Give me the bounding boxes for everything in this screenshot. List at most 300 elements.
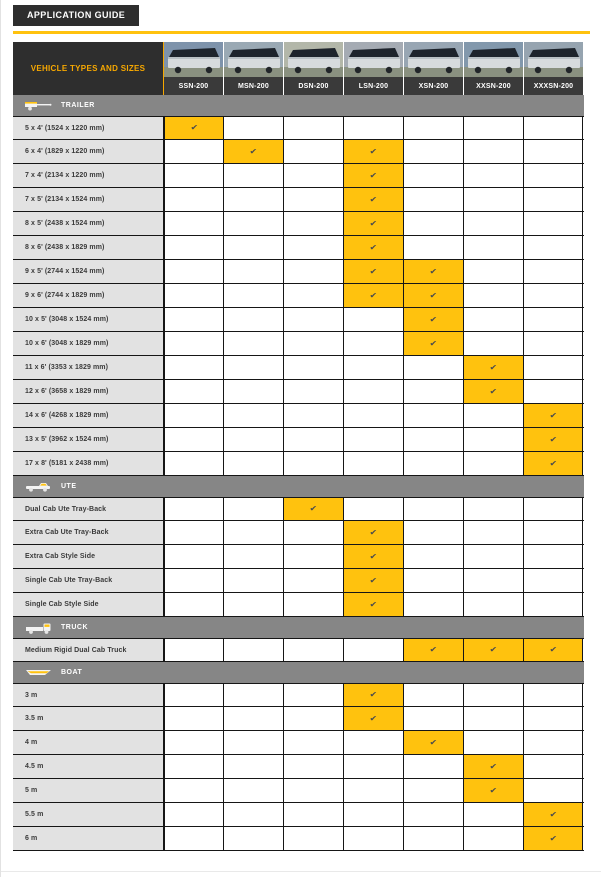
check-icon: ✔ — [429, 290, 438, 300]
table-row — [13, 332, 584, 356]
empty-cell — [523, 498, 583, 520]
empty-cell — [463, 164, 523, 187]
empty-cell — [223, 731, 283, 754]
product-photo — [404, 42, 463, 77]
product-code-label: SSN-200 — [164, 77, 223, 95]
empty-cell — [163, 639, 223, 661]
empty-cell — [523, 356, 583, 379]
empty-cell — [463, 569, 523, 592]
check-icon: ✔ — [489, 645, 498, 654]
empty-cell — [223, 404, 283, 427]
check-cell — [403, 284, 463, 307]
empty-cell — [403, 188, 463, 211]
check-cell — [283, 498, 343, 520]
table-row — [13, 212, 584, 236]
table-row — [13, 827, 584, 851]
check-cell — [403, 332, 463, 355]
empty-cell — [223, 684, 283, 706]
table-row — [13, 260, 584, 284]
empty-cell — [523, 755, 583, 778]
empty-cell — [163, 684, 223, 706]
empty-cell — [163, 593, 223, 616]
product-column-dsn-200 — [283, 42, 343, 95]
empty-cell — [283, 569, 343, 592]
empty-cell — [283, 236, 343, 259]
empty-cell — [523, 117, 583, 139]
empty-cell — [523, 260, 583, 283]
empty-cell — [403, 380, 463, 403]
product-photo — [524, 42, 583, 77]
empty-cell — [223, 569, 283, 592]
empty-cell — [403, 803, 463, 826]
product-code-label: XSN-200 — [404, 77, 463, 95]
empty-cell — [223, 284, 283, 307]
row-label: 17 x 8' (5181 x 2438 mm) — [13, 452, 163, 475]
check-icon: ✔ — [429, 266, 438, 276]
table-row — [13, 755, 584, 779]
empty-cell — [223, 498, 283, 520]
empty-cell — [283, 164, 343, 187]
product-column-xxxsn-200 — [523, 42, 583, 95]
check-cell — [343, 260, 403, 283]
empty-cell — [403, 593, 463, 616]
product-column-lsn-200 — [343, 42, 403, 95]
product-columns — [163, 42, 583, 95]
row-label: 9 x 6' (2744 x 1829 mm) — [13, 284, 163, 307]
check-cell — [523, 827, 583, 850]
empty-cell — [283, 593, 343, 616]
empty-cell — [523, 779, 583, 802]
table-row — [13, 452, 584, 476]
empty-cell — [343, 117, 403, 139]
section-header-trailer — [13, 95, 584, 116]
empty-cell — [223, 755, 283, 778]
empty-cell — [283, 731, 343, 754]
empty-cell — [283, 380, 343, 403]
empty-cell — [403, 117, 463, 139]
section-label: BOAT — [61, 669, 83, 676]
check-icon: ✔ — [309, 504, 318, 513]
empty-cell — [343, 308, 403, 331]
empty-cell — [223, 803, 283, 826]
product-code-label: XXXSN-200 — [524, 77, 583, 95]
empty-cell — [283, 284, 343, 307]
empty-cell — [403, 569, 463, 592]
empty-cell — [223, 117, 283, 139]
check-icon: ✔ — [429, 314, 438, 324]
check-cell — [463, 356, 523, 379]
empty-cell — [403, 827, 463, 850]
table-row — [13, 569, 584, 593]
page-title: APPLICATION GUIDE — [13, 5, 139, 26]
trailer-icon — [23, 100, 53, 111]
product-photo — [344, 42, 403, 77]
empty-cell — [223, 521, 283, 544]
section-label: TRAILER — [61, 102, 95, 109]
product-column-msn-200 — [223, 42, 283, 95]
check-cell — [463, 639, 523, 661]
check-icon: ✔ — [369, 290, 378, 300]
check-icon: ✔ — [549, 410, 557, 420]
empty-cell — [283, 452, 343, 475]
check-cell — [343, 140, 403, 163]
empty-cell — [163, 521, 223, 544]
table-row — [13, 638, 584, 662]
check-icon: ✔ — [489, 785, 498, 795]
row-label: Dual Cab Ute Tray-Back — [13, 498, 163, 520]
row-label: 5 m — [13, 779, 163, 802]
empty-cell — [403, 164, 463, 187]
check-icon: ✔ — [190, 123, 198, 132]
empty-cell — [163, 569, 223, 592]
row-label: Extra Cab Ute Tray-Back — [13, 521, 163, 544]
empty-cell — [343, 803, 403, 826]
check-cell — [223, 140, 283, 163]
empty-cell — [523, 707, 583, 730]
empty-cell — [523, 569, 583, 592]
empty-cell — [223, 779, 283, 802]
product-code-label: LSN-200 — [344, 77, 403, 95]
row-label: 7 x 5' (2134 x 1524 mm) — [13, 188, 163, 211]
row-label: 7 x 4' (2134 x 1220 mm) — [13, 164, 163, 187]
check-icon: ✔ — [369, 170, 378, 180]
truck-icon — [23, 622, 53, 634]
empty-cell — [163, 452, 223, 475]
check-cell — [463, 779, 523, 802]
row-label: 10 x 6' (3048 x 1829 mm) — [13, 332, 163, 355]
empty-cell — [463, 212, 523, 235]
section-label: TRUCK — [61, 624, 88, 631]
check-icon: ✔ — [549, 809, 557, 819]
empty-cell — [283, 827, 343, 850]
empty-cell — [403, 755, 463, 778]
product-photo — [164, 42, 223, 77]
check-cell — [403, 308, 463, 331]
empty-cell — [283, 755, 343, 778]
check-cell — [523, 639, 583, 661]
check-icon: ✔ — [369, 194, 378, 204]
product-photo — [224, 42, 283, 77]
empty-cell — [523, 731, 583, 754]
table-row — [13, 593, 584, 617]
check-icon: ✔ — [429, 645, 438, 654]
empty-cell — [283, 521, 343, 544]
table-header — [13, 42, 584, 95]
empty-cell — [463, 188, 523, 211]
table-row — [13, 428, 584, 452]
section-header-truck — [13, 617, 584, 638]
check-cell — [343, 284, 403, 307]
empty-cell — [403, 498, 463, 520]
empty-cell — [463, 707, 523, 730]
row-label: 10 x 5' (3048 x 1524 mm) — [13, 308, 163, 331]
table-row — [13, 164, 584, 188]
table-row — [13, 188, 584, 212]
check-icon: ✔ — [369, 242, 378, 252]
row-label: 4 m — [13, 731, 163, 754]
check-cell — [343, 164, 403, 187]
table-row — [13, 236, 584, 260]
empty-cell — [163, 404, 223, 427]
row-label: 4.5 m — [13, 755, 163, 778]
boat-icon — [23, 668, 53, 677]
check-icon: ✔ — [369, 599, 378, 609]
empty-cell — [463, 332, 523, 355]
empty-cell — [463, 284, 523, 307]
check-icon: ✔ — [369, 527, 378, 537]
empty-cell — [283, 356, 343, 379]
empty-cell — [283, 545, 343, 568]
empty-cell — [223, 380, 283, 403]
empty-cell — [463, 428, 523, 451]
empty-cell — [343, 639, 403, 661]
empty-cell — [343, 731, 403, 754]
check-icon: ✔ — [369, 713, 378, 723]
empty-cell — [403, 452, 463, 475]
check-icon: ✔ — [549, 833, 557, 843]
empty-cell — [343, 332, 403, 355]
empty-cell — [343, 755, 403, 778]
ute-icon — [23, 481, 53, 492]
empty-cell — [403, 779, 463, 802]
check-cell — [343, 545, 403, 568]
empty-cell — [343, 779, 403, 802]
empty-cell — [283, 188, 343, 211]
empty-cell — [223, 308, 283, 331]
empty-cell — [403, 140, 463, 163]
empty-cell — [403, 236, 463, 259]
page-bottom-edge — [1, 871, 601, 872]
row-label: Medium Rigid Dual Cab Truck — [13, 639, 163, 661]
empty-cell — [523, 521, 583, 544]
empty-cell — [163, 332, 223, 355]
empty-cell — [403, 545, 463, 568]
check-cell — [523, 404, 583, 427]
section-header-boat — [13, 662, 584, 683]
empty-cell — [463, 803, 523, 826]
product-code-label: XXSN-200 — [464, 77, 523, 95]
check-cell — [463, 755, 523, 778]
table-row — [13, 545, 584, 569]
empty-cell — [343, 827, 403, 850]
empty-cell — [523, 284, 583, 307]
empty-cell — [163, 755, 223, 778]
empty-cell — [463, 404, 523, 427]
check-cell — [523, 428, 583, 451]
empty-cell — [163, 356, 223, 379]
empty-cell — [283, 639, 343, 661]
product-code-label: MSN-200 — [224, 77, 283, 95]
empty-cell — [223, 827, 283, 850]
check-icon: ✔ — [489, 386, 498, 396]
empty-cell — [523, 236, 583, 259]
empty-cell — [523, 308, 583, 331]
row-label: 6 x 4' (1829 x 1220 mm) — [13, 140, 163, 163]
empty-cell — [343, 452, 403, 475]
empty-cell — [343, 498, 403, 520]
row-label: 8 x 5' (2438 x 1524 mm) — [13, 212, 163, 235]
row-label: Single Cab Ute Tray-Back — [13, 569, 163, 592]
row-label: 3.5 m — [13, 707, 163, 730]
check-cell — [523, 452, 583, 475]
check-icon: ✔ — [489, 362, 498, 372]
empty-cell — [163, 308, 223, 331]
empty-cell — [283, 707, 343, 730]
check-cell — [343, 236, 403, 259]
empty-cell — [163, 707, 223, 730]
empty-cell — [223, 164, 283, 187]
check-cell — [463, 380, 523, 403]
empty-cell — [463, 593, 523, 616]
empty-cell — [463, 117, 523, 139]
table-row — [13, 116, 584, 140]
row-label: 5 x 4' (1524 x 1220 mm) — [13, 117, 163, 139]
empty-cell — [163, 140, 223, 163]
empty-cell — [523, 332, 583, 355]
table-row — [13, 497, 584, 521]
empty-cell — [403, 521, 463, 544]
check-icon: ✔ — [489, 761, 498, 771]
product-column-xsn-200 — [403, 42, 463, 95]
check-cell — [343, 707, 403, 730]
empty-cell — [463, 498, 523, 520]
row-label: Extra Cab Style Side — [13, 545, 163, 568]
row-label: 6 m — [13, 827, 163, 850]
empty-cell — [163, 212, 223, 235]
empty-cell — [403, 356, 463, 379]
row-label: 11 x 6' (3353 x 1829 mm) — [13, 356, 163, 379]
empty-cell — [523, 545, 583, 568]
table-row — [13, 140, 584, 164]
empty-cell — [283, 140, 343, 163]
application-guide-table — [13, 42, 584, 851]
empty-cell — [283, 260, 343, 283]
empty-cell — [223, 428, 283, 451]
empty-cell — [283, 308, 343, 331]
empty-cell — [163, 498, 223, 520]
empty-cell — [223, 593, 283, 616]
table-row — [13, 356, 584, 380]
accent-rule — [13, 31, 590, 34]
check-cell — [403, 260, 463, 283]
row-label: 9 x 5' (2744 x 1524 mm) — [13, 260, 163, 283]
empty-cell — [223, 452, 283, 475]
check-icon: ✔ — [429, 737, 438, 747]
empty-cell — [163, 260, 223, 283]
empty-cell — [163, 188, 223, 211]
empty-cell — [403, 707, 463, 730]
empty-cell — [463, 260, 523, 283]
empty-cell — [523, 212, 583, 235]
empty-cell — [283, 117, 343, 139]
empty-cell — [223, 188, 283, 211]
table-row — [13, 308, 584, 332]
empty-cell — [403, 684, 463, 706]
check-cell — [403, 731, 463, 754]
empty-cell — [463, 140, 523, 163]
empty-cell — [343, 404, 403, 427]
row-label: 13 x 5' (3962 x 1524 mm) — [13, 428, 163, 451]
empty-cell — [283, 404, 343, 427]
empty-cell — [283, 779, 343, 802]
section-label: UTE — [61, 483, 77, 490]
empty-cell — [523, 188, 583, 211]
empty-cell — [403, 404, 463, 427]
empty-cell — [283, 684, 343, 706]
check-cell — [343, 569, 403, 592]
empty-cell — [163, 284, 223, 307]
empty-cell — [163, 779, 223, 802]
check-icon: ✔ — [549, 645, 557, 654]
corner-label: VEHICLE TYPES AND SIZES — [13, 42, 163, 95]
check-icon: ✔ — [429, 338, 438, 348]
empty-cell — [223, 356, 283, 379]
check-icon: ✔ — [549, 458, 557, 468]
empty-cell — [343, 356, 403, 379]
table-row — [13, 779, 584, 803]
check-icon: ✔ — [369, 266, 378, 276]
check-cell — [163, 117, 223, 139]
table-row — [13, 683, 584, 707]
check-icon: ✔ — [369, 146, 378, 156]
table-row — [13, 521, 584, 545]
empty-cell — [163, 428, 223, 451]
empty-cell — [523, 593, 583, 616]
check-cell — [403, 639, 463, 661]
row-label: 14 x 6' (4268 x 1829 mm) — [13, 404, 163, 427]
check-cell — [343, 684, 403, 706]
product-photo — [284, 42, 343, 77]
row-label: 12 x 6' (3658 x 1829 mm) — [13, 380, 163, 403]
table-row — [13, 380, 584, 404]
empty-cell — [403, 212, 463, 235]
check-cell — [343, 593, 403, 616]
empty-cell — [163, 731, 223, 754]
table-row — [13, 707, 584, 731]
empty-cell — [283, 212, 343, 235]
empty-cell — [523, 140, 583, 163]
empty-cell — [163, 545, 223, 568]
empty-cell — [283, 428, 343, 451]
check-cell — [343, 212, 403, 235]
empty-cell — [283, 332, 343, 355]
check-icon: ✔ — [369, 218, 378, 228]
empty-cell — [343, 428, 403, 451]
table-row — [13, 731, 584, 755]
empty-cell — [163, 380, 223, 403]
empty-cell — [463, 684, 523, 706]
check-icon: ✔ — [369, 575, 378, 585]
check-cell — [343, 521, 403, 544]
row-label: 8 x 6' (2438 x 1829 mm) — [13, 236, 163, 259]
product-column-ssn-200 — [163, 42, 223, 95]
empty-cell — [463, 308, 523, 331]
empty-cell — [403, 428, 463, 451]
empty-cell — [223, 332, 283, 355]
check-icon: ✔ — [249, 146, 258, 156]
table-body — [13, 95, 584, 851]
empty-cell — [223, 707, 283, 730]
empty-cell — [223, 545, 283, 568]
product-column-xxsn-200 — [463, 42, 523, 95]
check-icon: ✔ — [369, 551, 378, 561]
check-icon: ✔ — [549, 434, 557, 444]
empty-cell — [463, 731, 523, 754]
empty-cell — [343, 380, 403, 403]
empty-cell — [163, 164, 223, 187]
row-label: 5.5 m — [13, 803, 163, 826]
empty-cell — [223, 212, 283, 235]
